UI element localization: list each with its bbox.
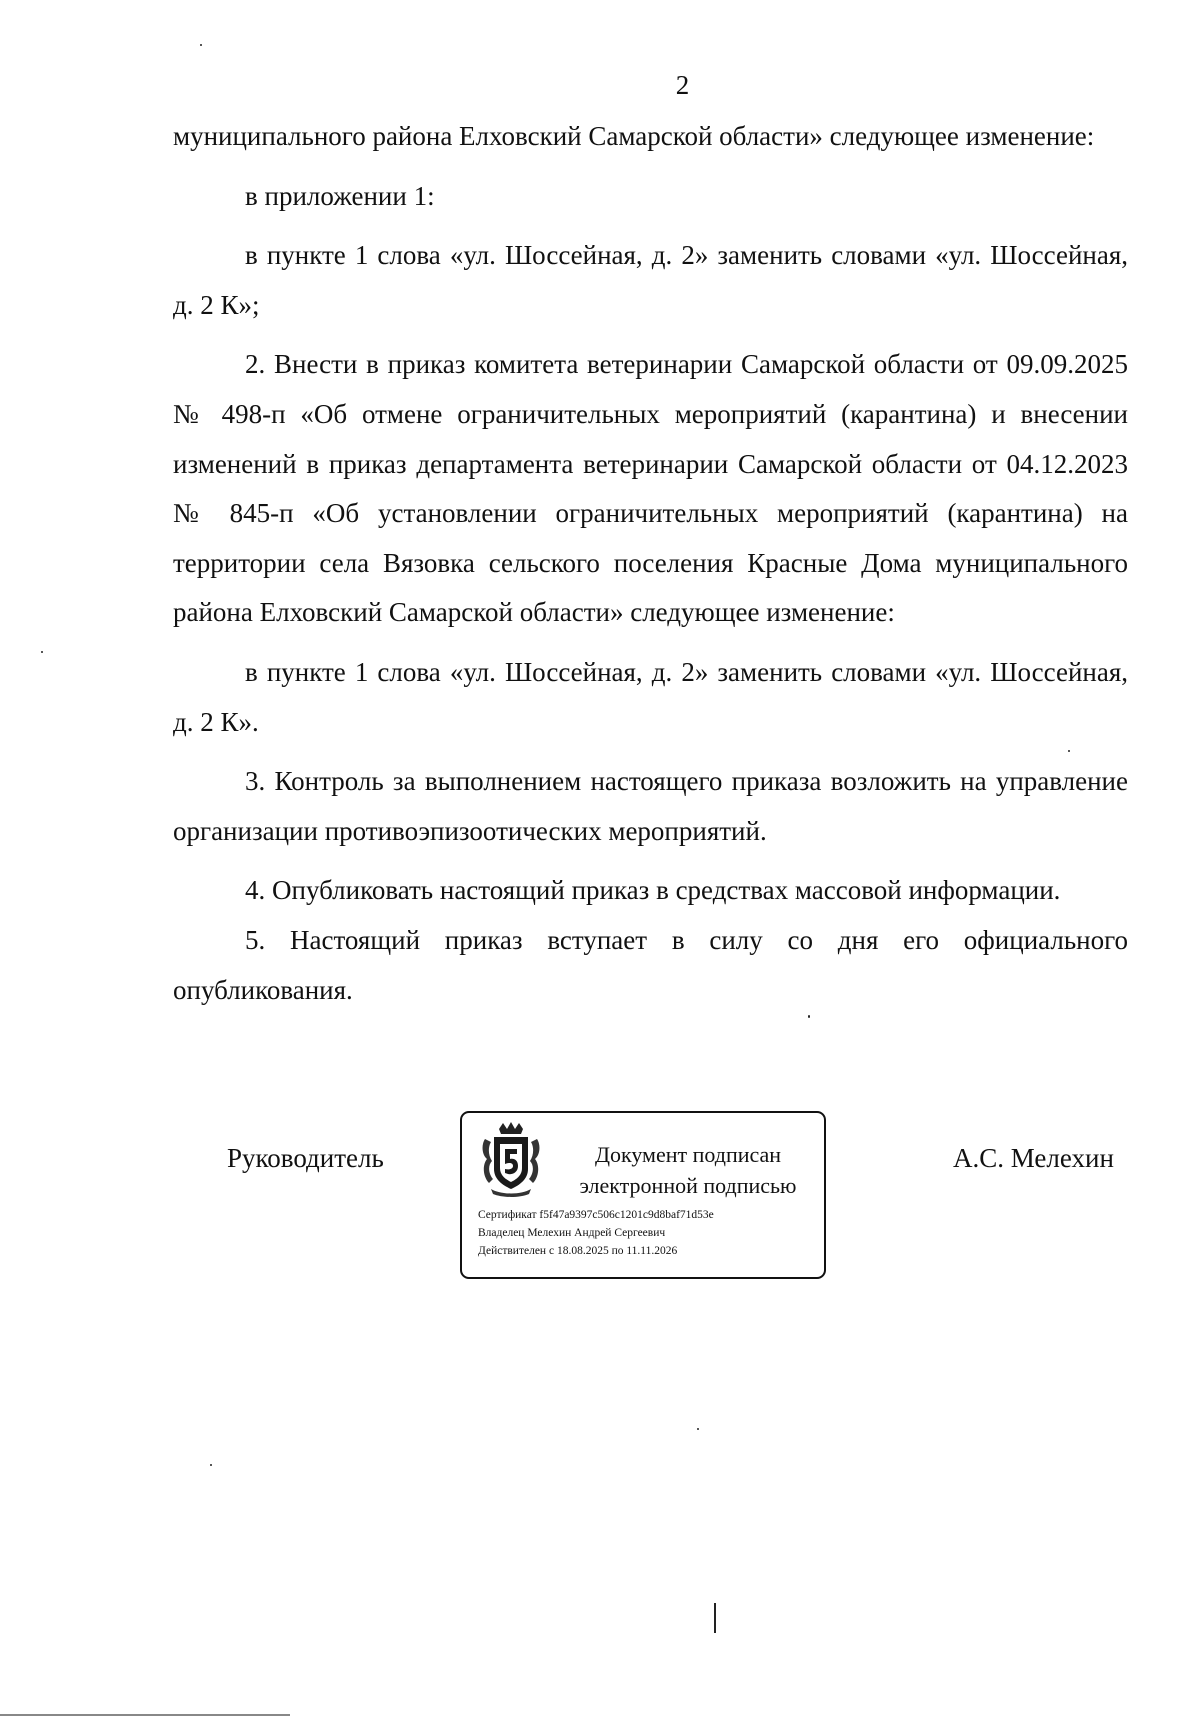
- scan-mark: [714, 1603, 716, 1633]
- paragraph-continuation: муниципального района Елховский Самарской области» следующее изменение:: [173, 121, 1095, 151]
- stamp-certificate: Сертификат f5f47a9397c506c1201c9d8baf71d53e: [478, 1209, 714, 1221]
- scan-speck: [808, 1015, 810, 1018]
- paragraph-replace-words-1: в пункте 1 слова «ул. Шоссейная, д. 2» заменить словами «ул. Шоссейная, д. 2 К»;: [173, 240, 1128, 320]
- paragraph-appendix-ref: в приложении 1:: [245, 180, 435, 211]
- stamp-title: [560, 1139, 816, 1201]
- signatory-role: Руководитель: [227, 1143, 384, 1173]
- scan-speck: [697, 1428, 699, 1430]
- scan-speck: [210, 1464, 212, 1466]
- scan-speck: [41, 651, 43, 653]
- page-number: 2: [675, 70, 690, 100]
- signatory-name: А.С. Мелехин: [953, 1143, 1114, 1173]
- coat-of-arms-icon: [479, 1121, 543, 1197]
- paragraph-item-2: 2. Внести в приказ комитета ветеринарии Самарской области от 09.09.2025 № 498-п «Об отмене ограничительных мероприятий (карантина) и внесении изменений в приказ департамента ветеринарии Самарской области от 04.12.2023 № 845-п «Об установлении ограничительных мероприятий (карантина) на территории села Вязовка сельского поселения Красные Дома муниципального района Елховский Самарской области» следующее изменение:: [173, 349, 1128, 628]
- stamp-title-line-2: электронной подписью: [579, 1173, 797, 1198]
- scan-speck: [1068, 750, 1070, 752]
- paragraph-item-5: 5. Настоящий приказ вступает в силу со дня его официального опубликования.: [173, 924, 1128, 1005]
- paragraph-replace-words-2: в пункте 1 слова «ул. Шоссейная, д. 2» заменить словами «ул. Шоссейная, д. 2 К».: [173, 656, 1128, 737]
- stamp-title-line-1: Документ подписан: [594, 1142, 782, 1167]
- electronic-signature-stamp: [460, 1111, 826, 1279]
- document-body: [173, 112, 1128, 1025]
- stamp-validity: Действителен с 18.08.2025 по 11.11.2026: [478, 1245, 678, 1257]
- scan-speck: [200, 44, 202, 46]
- stamp-owner: Владелец Мелехин Андрей Сергеевич: [478, 1227, 666, 1239]
- stamp-details: [478, 1206, 714, 1260]
- paragraph-item-4: 4. Опубликовать настоящий приказ в средствах массовой информации.: [245, 875, 1061, 906]
- scan-mark: [0, 1714, 290, 1716]
- paragraph-item-3: 3. Контроль за выполнением настоящего приказа возложить на управление организации противоэпизоотических мероприятий.: [173, 766, 1128, 846]
